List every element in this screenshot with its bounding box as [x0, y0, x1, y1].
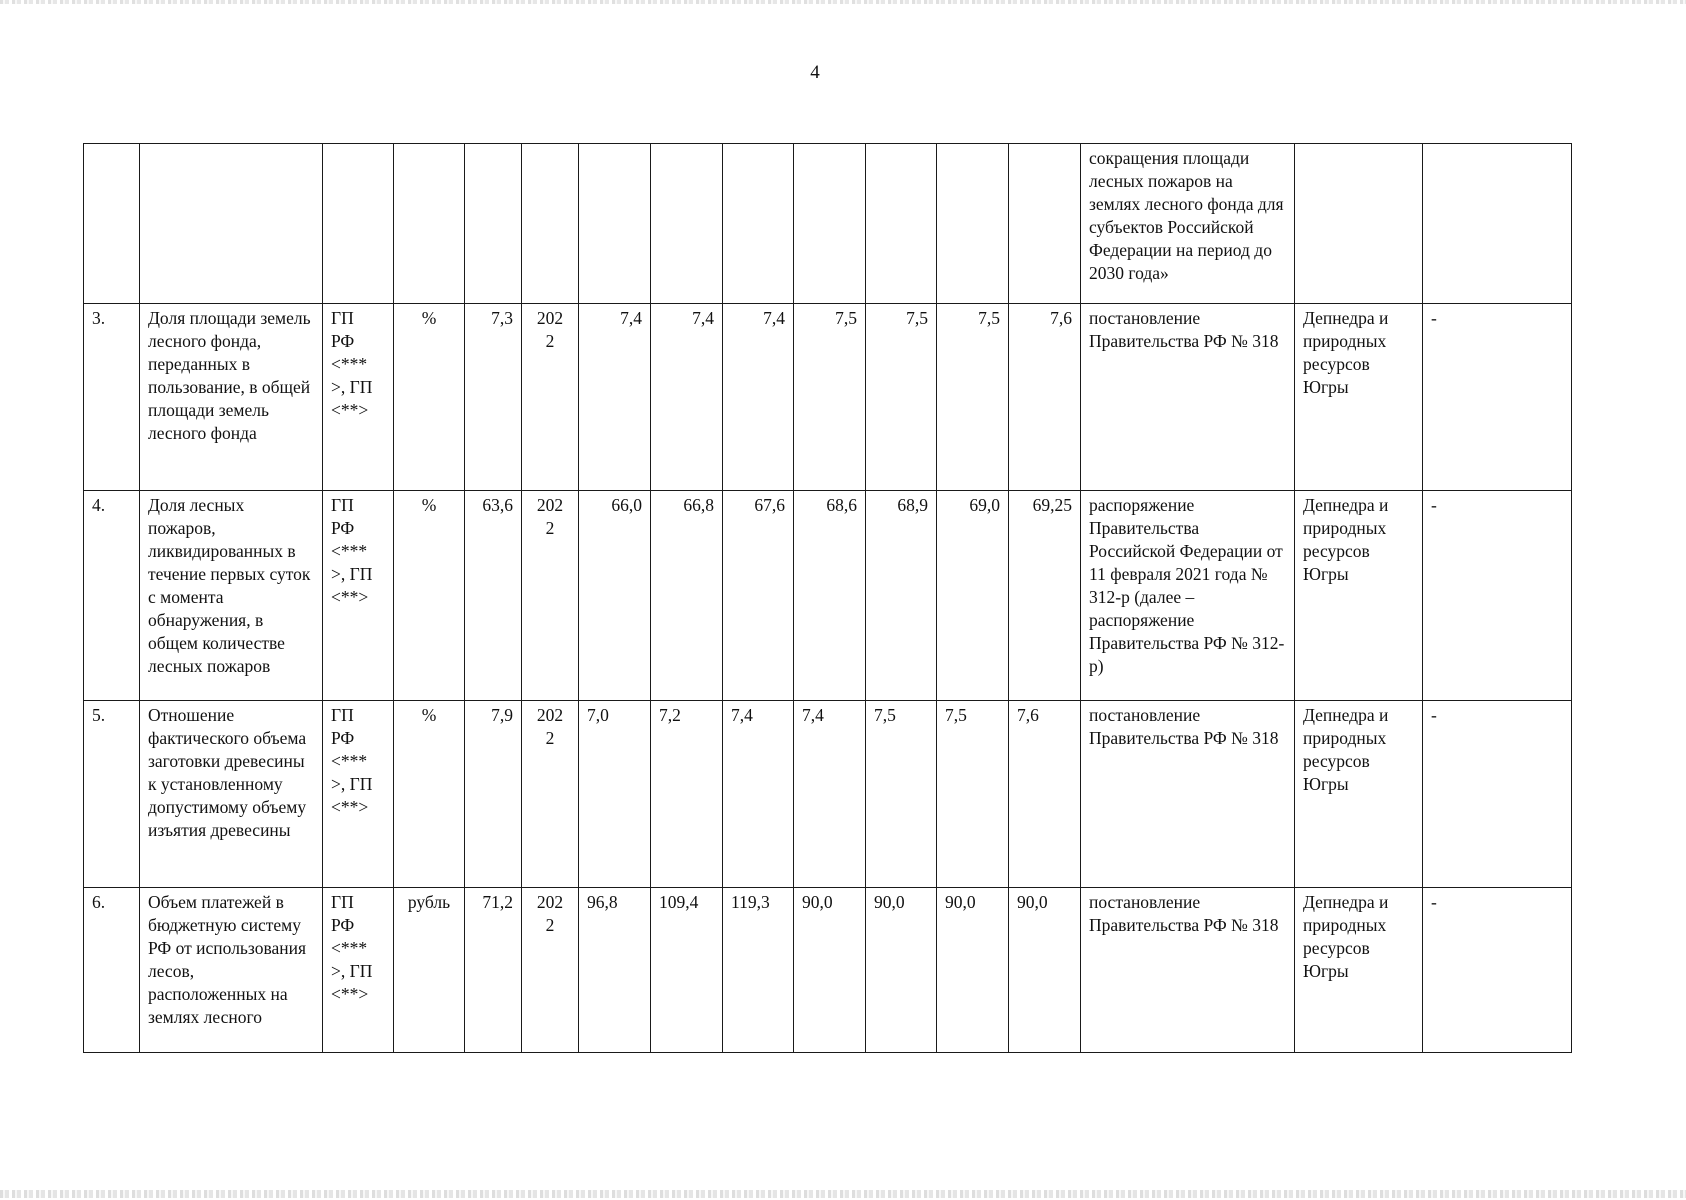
- value-cell: 7,4: [579, 304, 651, 491]
- level-cell: [323, 144, 394, 304]
- level-cell: ГП РФ <*** >, ГП <**>: [323, 701, 394, 888]
- responsible-cell: Депнедра и природных ресурсов Югры: [1295, 888, 1423, 1053]
- indicators-table: [83, 143, 1572, 1053]
- level-cell: ГП РФ <*** >, ГП <**>: [323, 888, 394, 1053]
- index-cell: 3.: [84, 304, 140, 491]
- value-cell: 7,5: [794, 304, 866, 491]
- table-row: [84, 304, 1572, 491]
- value-cell: 69,25: [1009, 491, 1081, 701]
- responsible-cell: Депнедра и природных ресурсов Югры: [1295, 701, 1423, 888]
- basis-cell: постановление Правительства РФ № 318: [1081, 701, 1295, 888]
- base-year-cell: 202 2: [522, 701, 579, 888]
- unit-cell: %: [394, 701, 465, 888]
- basis-cell: постановление Правительства РФ № 318: [1081, 888, 1295, 1053]
- value-cell: 7,5: [937, 304, 1009, 491]
- name-cell: Доля лесных пожаров, ликвидированных в течение первых суток с момента обнаружения, в общем количестве лесных пожаров: [140, 491, 323, 701]
- table-row: [84, 491, 1572, 701]
- unit-cell: %: [394, 304, 465, 491]
- value-cell: 67,6: [723, 491, 794, 701]
- responsible-cell: Депнедра и природных ресурсов Югры: [1295, 304, 1423, 491]
- value-cell: 7,0: [579, 701, 651, 888]
- level-cell: ГП РФ <*** >, ГП <**>: [323, 491, 394, 701]
- responsible-cell: Депнедра и природных ресурсов Югры: [1295, 491, 1423, 701]
- value-cell: [723, 144, 794, 304]
- table-row: [84, 888, 1572, 1053]
- base-year-cell: [522, 144, 579, 304]
- note-cell: [1423, 144, 1572, 304]
- value-cell: [579, 144, 651, 304]
- base-value-cell: 71,2: [465, 888, 522, 1053]
- base-value-cell: [465, 144, 522, 304]
- value-cell: 90,0: [937, 888, 1009, 1053]
- value-cell: 66,0: [579, 491, 651, 701]
- value-cell: 7,6: [1009, 701, 1081, 888]
- name-cell: Отношение фактического объема заготовки древесины к установленному допустимому объему изъятия древесины: [140, 701, 323, 888]
- table-row: [84, 701, 1572, 888]
- value-cell: 7,5: [866, 701, 937, 888]
- unit-cell: [394, 144, 465, 304]
- index-cell: [84, 144, 140, 304]
- value-cell: [866, 144, 937, 304]
- note-cell: -: [1423, 701, 1572, 888]
- value-cell: [794, 144, 866, 304]
- note-cell: -: [1423, 304, 1572, 491]
- unit-cell: рубль: [394, 888, 465, 1053]
- value-cell: [1009, 144, 1081, 304]
- scan-bottom-edge: [0, 1190, 1686, 1198]
- base-value-cell: 7,3: [465, 304, 522, 491]
- value-cell: 69,0: [937, 491, 1009, 701]
- name-cell: [140, 144, 323, 304]
- base-value-cell: 7,9: [465, 701, 522, 888]
- name-cell: Объем платежей в бюджетную систему РФ от использования лесов, расположенных на землях лесного: [140, 888, 323, 1053]
- value-cell: 68,6: [794, 491, 866, 701]
- value-cell: 90,0: [866, 888, 937, 1053]
- value-cell: 68,9: [866, 491, 937, 701]
- value-cell: 7,4: [723, 701, 794, 888]
- base-year-cell: 202 2: [522, 491, 579, 701]
- note-cell: -: [1423, 491, 1572, 701]
- unit-cell: %: [394, 491, 465, 701]
- value-cell: [651, 144, 723, 304]
- value-cell: 66,8: [651, 491, 723, 701]
- index-cell: 4.: [84, 491, 140, 701]
- level-cell: ГП РФ <*** >, ГП <**>: [323, 304, 394, 491]
- basis-cell: распоряжение Правительства Российской Федерации от 11 февраля 2021 года № 312-р (далее – распоряжение Правительства РФ № 312-р): [1081, 491, 1295, 701]
- value-cell: 90,0: [794, 888, 866, 1053]
- basis-cell: сокращения площади лесных пожаров на землях лесного фонда для субъектов Российской Федерации на период до 2030 года»: [1081, 144, 1295, 304]
- continuation-row: [84, 144, 1572, 304]
- note-cell: -: [1423, 888, 1572, 1053]
- value-cell: 96,8: [579, 888, 651, 1053]
- base-value-cell: 63,6: [465, 491, 522, 701]
- value-cell: 109,4: [651, 888, 723, 1053]
- basis-cell: постановление Правительства РФ № 318: [1081, 304, 1295, 491]
- value-cell: 7,6: [1009, 304, 1081, 491]
- index-cell: 5.: [84, 701, 140, 888]
- value-cell: 119,3: [723, 888, 794, 1053]
- value-cell: 7,5: [937, 701, 1009, 888]
- name-cell: Доля площади земель лесного фонда, переданных в пользование, в общей площади земель лесного фонда: [140, 304, 323, 491]
- base-year-cell: 202 2: [522, 888, 579, 1053]
- value-cell: 7,2: [651, 701, 723, 888]
- page-number: 4: [810, 62, 820, 83]
- responsible-cell: [1295, 144, 1423, 304]
- value-cell: [937, 144, 1009, 304]
- scan-top-edge: [0, 0, 1686, 4]
- value-cell: 7,4: [723, 304, 794, 491]
- value-cell: 7,5: [866, 304, 937, 491]
- value-cell: 7,4: [794, 701, 866, 888]
- value-cell: 90,0: [1009, 888, 1081, 1053]
- base-year-cell: 202 2: [522, 304, 579, 491]
- value-cell: 7,4: [651, 304, 723, 491]
- index-cell: 6.: [84, 888, 140, 1053]
